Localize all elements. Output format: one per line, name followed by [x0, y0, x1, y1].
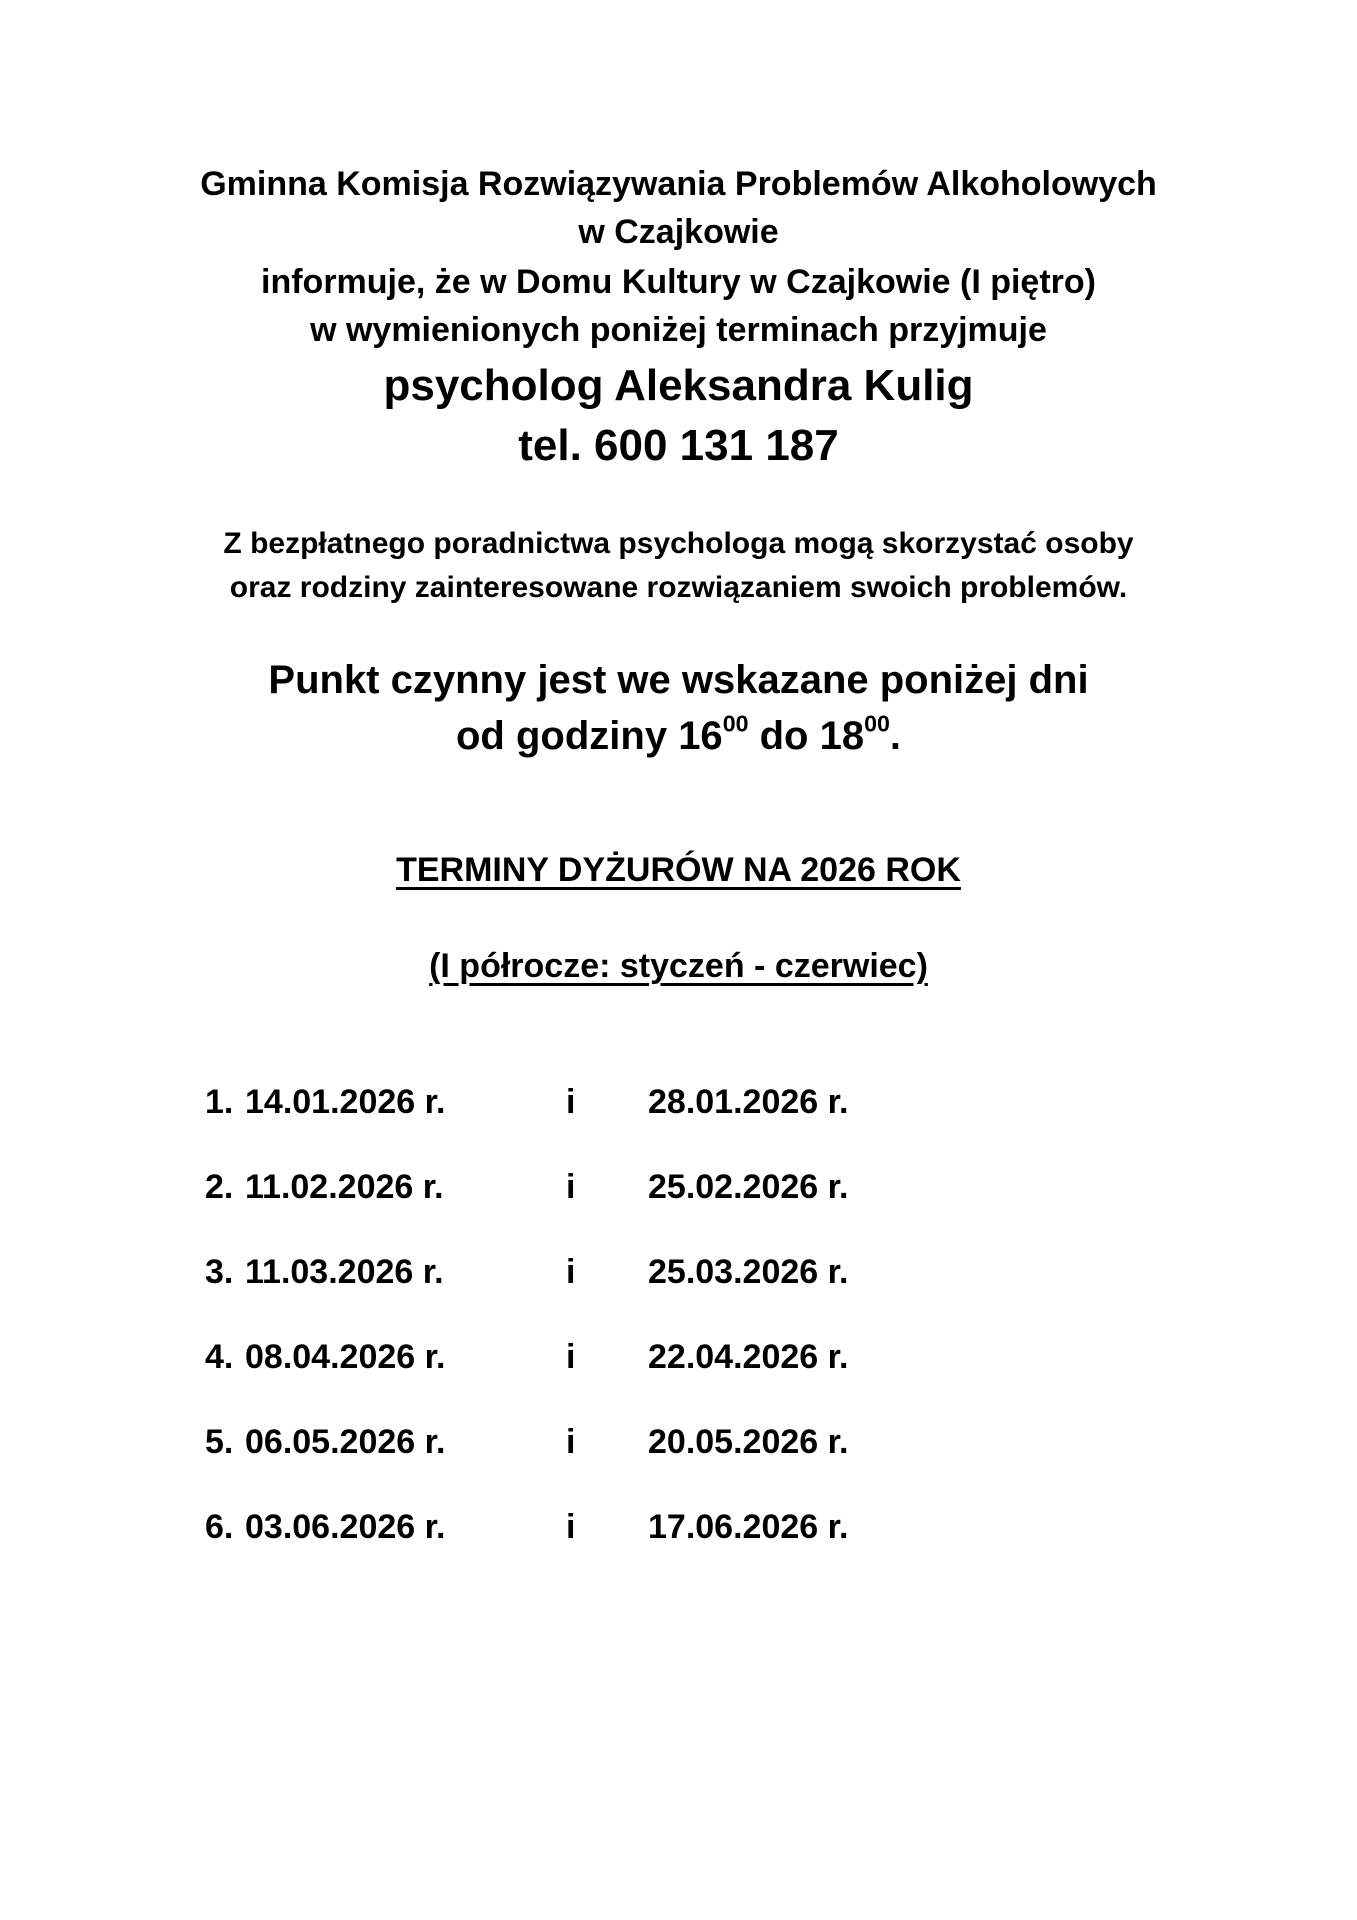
- schedule-row: [0, 1497, 1357, 1582]
- row-number: 2.: [205, 1168, 234, 1206]
- row-date-1: 14.01.2026 r.: [245, 1083, 446, 1121]
- opening-mid: do: [748, 714, 820, 758]
- opening-from-hour: 16: [678, 714, 723, 758]
- opening-to-minutes: 00: [864, 710, 890, 737]
- row-number: 6.: [205, 1508, 234, 1546]
- row-date-2: 25.02.2026 r.: [648, 1168, 849, 1206]
- row-date-2: 17.06.2026 r.: [648, 1508, 849, 1546]
- row-conjunction: i: [566, 1168, 576, 1206]
- schedule-row: [0, 1242, 1357, 1327]
- row-number: 4.: [205, 1338, 234, 1376]
- info-line-2: oraz rodziny zainteresowane rozwiązaniem swoich problemów.: [229, 571, 1128, 604]
- schedule-subtitle-wrap: [0, 942, 1357, 990]
- row-date-1: 08.04.2026 r.: [245, 1338, 446, 1376]
- row-conjunction: i: [566, 1083, 576, 1121]
- schedule-row: [0, 1072, 1357, 1157]
- header-line-3: informuje, że w Domu Kultury w Czajkowie (I piętro): [261, 263, 1096, 301]
- header-line-2: w Czajkowie: [578, 213, 779, 251]
- header-line-4: w wymienionych poniżej terminach przyjmuje: [310, 311, 1047, 349]
- schedule-row: [0, 1412, 1357, 1497]
- psychologist-name: psycholog Aleksandra Kulig: [383, 361, 974, 410]
- opening-from-minutes: 00: [722, 710, 749, 737]
- opening-to-hour: 18: [819, 714, 865, 758]
- row-conjunction: i: [566, 1423, 576, 1461]
- row-date-1: 11.02.2026 r.: [245, 1168, 444, 1206]
- row-date-1: 06.05.2026 r.: [245, 1423, 446, 1461]
- opening-suffix: .: [889, 714, 901, 758]
- schedule-row: [0, 1157, 1357, 1242]
- row-date-1: 11.03.2026 r.: [245, 1253, 444, 1291]
- opening-prefix: od godziny: [456, 714, 679, 758]
- row-date-2: 20.05.2026 r.: [648, 1423, 849, 1461]
- row-date-2: 22.04.2026 r.: [648, 1338, 849, 1376]
- opening-hours: [0, 708, 1357, 764]
- row-number: 5.: [205, 1423, 234, 1461]
- row-conjunction: i: [566, 1508, 576, 1546]
- schedule-subtitle: (I półrocze: styczeń - czerwiec): [429, 947, 928, 985]
- psychologist-phone: tel. 600 131 187: [518, 421, 839, 470]
- row-date-2: 28.01.2026 r.: [648, 1083, 849, 1121]
- row-number: 1.: [205, 1083, 234, 1121]
- row-conjunction: i: [566, 1338, 576, 1376]
- schedule-title-wrap: [0, 846, 1357, 894]
- info-line-1: Z bezpłatnego poradnictwa psychologa mogą skorzystać osoby: [223, 527, 1134, 560]
- row-date-1: 03.06.2026 r.: [245, 1508, 446, 1546]
- header-line-1: Gminna Komisja Rozwiązywania Problemów Alkoholowych: [200, 165, 1157, 203]
- schedule-row: [0, 1327, 1357, 1412]
- row-conjunction: i: [566, 1253, 576, 1291]
- row-date-2: 25.03.2026 r.: [648, 1253, 849, 1291]
- schedule-title: TERMINY DYŻURÓW NA 2026 ROK: [396, 851, 961, 889]
- opening-line-1: Punkt czynny jest we wskazane poniżej dni: [268, 658, 1089, 702]
- schedule-list: [0, 1072, 1357, 1582]
- row-number: 3.: [205, 1253, 234, 1291]
